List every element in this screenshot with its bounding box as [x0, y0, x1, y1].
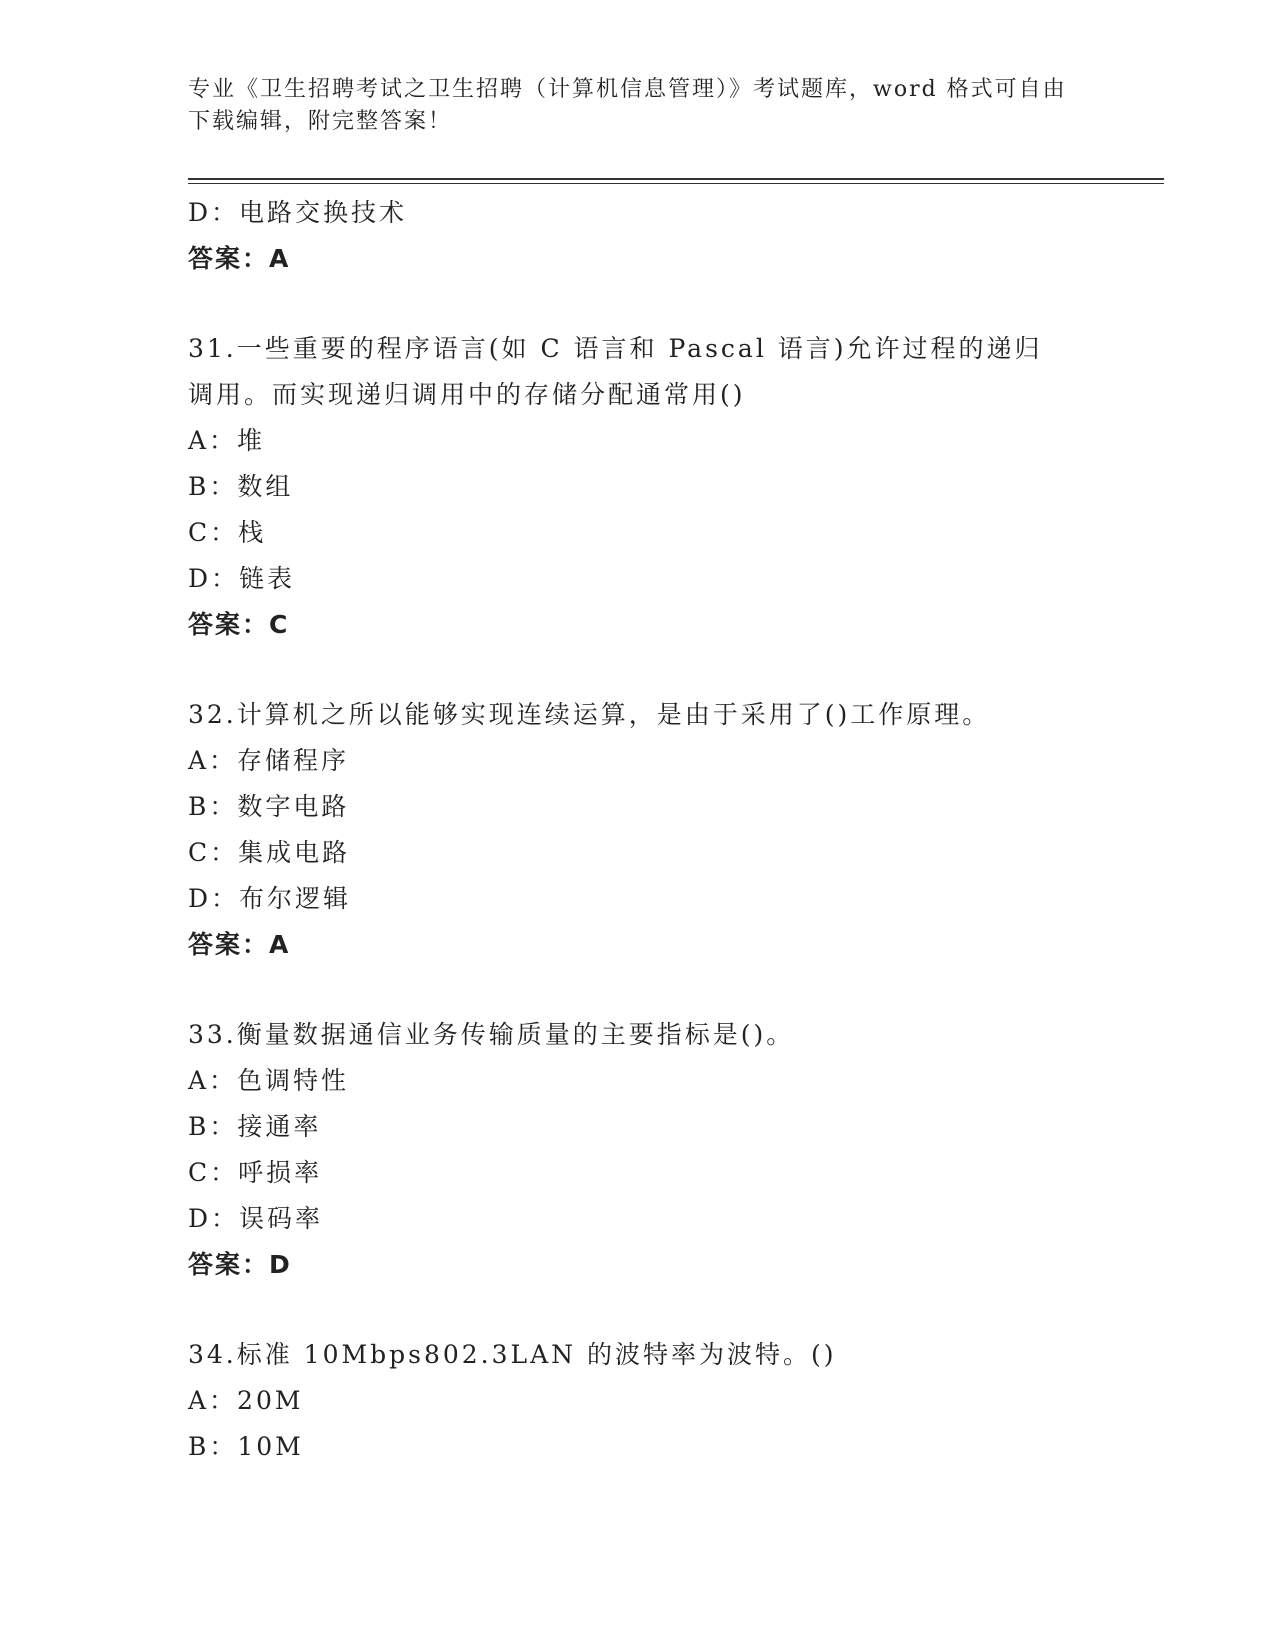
question-34	[188, 1332, 1088, 1470]
option-d: D：布尔逻辑	[188, 884, 352, 913]
answer-line: 答案：C	[188, 610, 290, 639]
answer-line: 答案：A	[188, 930, 291, 959]
option-c: C：呼损率	[188, 1158, 323, 1187]
option-a: A：存储程序	[188, 746, 350, 775]
option-d: D：误码率	[188, 1204, 324, 1233]
option-c: C：集成电路	[188, 838, 351, 867]
option-c: C：栈	[188, 518, 267, 547]
option-d: D：电路交换技术	[188, 198, 408, 227]
question-text: 34.标准 10Mbps802.3LAN 的波特率为波特。()	[188, 1340, 837, 1369]
question-text: 31.一些重要的程序语言(如 C 语言和 Pascal 语言)允许过程的递归调用。而实现递归调用中的存储分配通常用()	[188, 334, 1043, 409]
option-a: A：堆	[188, 426, 266, 455]
answer-line: 答案：A	[188, 244, 291, 273]
option-b: B：接通率	[188, 1112, 322, 1141]
option-b: B：数组	[188, 472, 294, 501]
option-b: B：数字电路	[188, 792, 350, 821]
option-a: A：色调特性	[188, 1066, 350, 1095]
question-32	[188, 692, 1088, 968]
answer-line: 答案：D	[188, 1250, 292, 1279]
header-divider-thin	[188, 183, 1164, 184]
header-divider	[188, 178, 1164, 180]
question-31	[188, 326, 1088, 648]
question-text: 32.计算机之所以能够实现连续运算，是由于采用了()工作原理。	[188, 700, 991, 729]
option-d: D：链表	[188, 564, 296, 593]
question-33	[188, 1012, 1088, 1288]
document-header: 专业《卫生招聘考试之卫生招聘（计算机信息管理）》考试题库，word 格式可自由下载编辑，附完整答案！	[188, 77, 1067, 134]
option-a: A：20M	[188, 1386, 304, 1415]
option-b: B：10M	[188, 1432, 304, 1461]
question-text: 33.衡量数据通信业务传输质量的主要指标是()。	[188, 1020, 795, 1049]
question-list	[188, 190, 1088, 1470]
